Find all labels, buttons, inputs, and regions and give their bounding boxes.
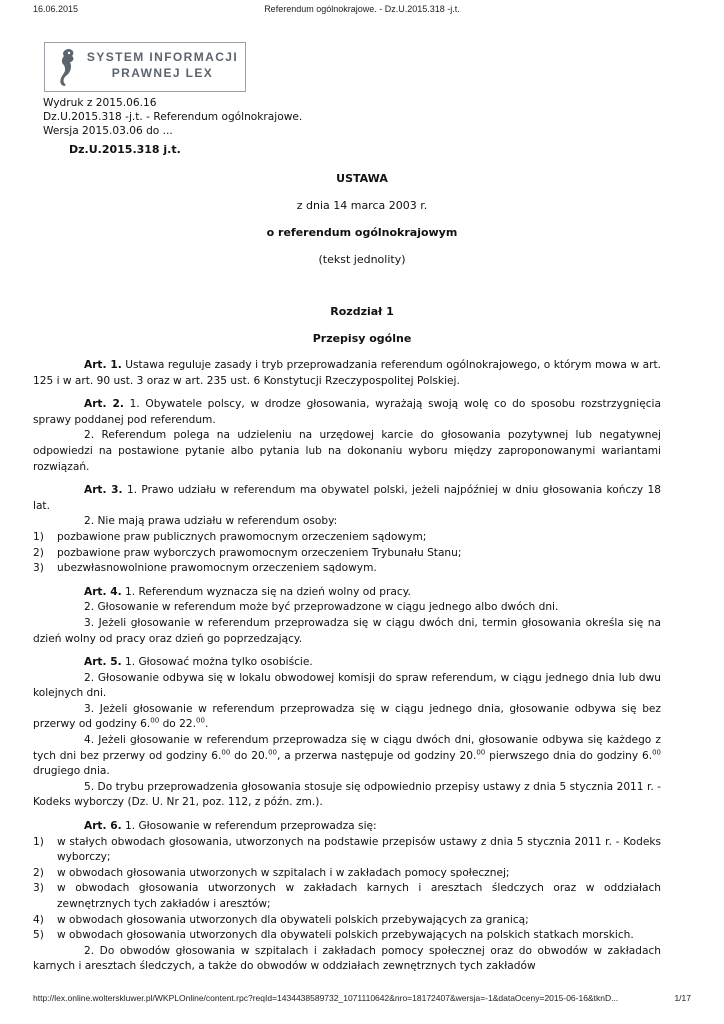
print-date: 16.06.2015: [33, 4, 79, 14]
list-item: 3) w obwodach głosowania utworzonych w zakładach karnych i aresztach śledczych oraz w oddziałach zewnętrznych tych zakładów i aresztów;: [33, 882, 661, 910]
list-item: 1) w stałych obwodach głosowania, utworzonych na podstawie przepisów ustawy z dnia 5 stycznia 2011 r. - Kodeks wyborczy;: [33, 835, 661, 864]
document-subject: o referendum ogólnokrajowym: [266, 226, 458, 239]
article-label: Art. 1.: [84, 359, 122, 371]
article-5-paragraph-5: 5. Do trybu przeprowadzenia głosowania stosuje się odpowiednio przepisy ustawy z dnia 5 stycznia 2011 r. - Kodeks wyborczy (Dz. U. Nr 21, poz. 112, z późn. zm.).: [33, 780, 661, 809]
article-2-paragraph-2: 2. Referendum polega na udzieleniu na urzędowej karcie do głosowania pozytywnej lub negatywnej odpowiedzi na postawione pytanie albo pytania lub na dokonaniu wyboru między zaproponowanymi wariantami rozwiązań.: [33, 429, 661, 473]
article-label: Art. 2.: [84, 398, 124, 411]
page-header: [0, 4, 724, 18]
article-4: [33, 585, 661, 601]
list-item: 4) w obwodach głosowania utworzonych dla obywateli polskich przebywających za granicą;: [33, 913, 529, 926]
seahorse-icon: [53, 46, 79, 88]
article-label: Art. 3.: [84, 484, 123, 497]
document-type: USTAWA: [336, 172, 388, 185]
article-label: Art. 4.: [84, 585, 122, 598]
logo-line-2: PRAWNEJ LEX: [111, 66, 214, 80]
article-5-paragraph-3: 3. Jeżeli głosowanie w referendum przeprowadza się w ciągu jednego dnia, głosowanie odbywa się bez przerwy od godziny 6.00 do 22.00.: [33, 702, 661, 731]
article-5-paragraph-4: 4. Jeżeli głosowanie w referendum przeprowadza się w ciągu dwóch dni, głosowanie odbywa się każdego z tych dni bez przerwy od godziny 6.00 do 20.00, a przerwa następuje od godziny 20.00 pierwszego dnia do godziny 6.00 drugiego dnia.: [33, 734, 662, 778]
article-6-paragraph-2: 2. Do obwodów głosowania w szpitalach i zakładach pomocy społecznej oraz do obwodów w zakładach karnych i aresztach śledczych, a także do obwodów w oddziałach zewnętrznych tych zakładów: [33, 944, 661, 973]
meta-line-2: Dz.U.2015.318 -j.t. - Referendum ogólnokrajowe.: [43, 111, 303, 123]
article-text: 1. Obywatele polscy, w drodze głosowania, wyrażają swoją wolę co do sposobu rozstrzygnięcia sprawy poddanej pod referendum.: [33, 398, 661, 426]
article-text: 1. Prawo udziału w referendum ma obywatel polski, jeżeli najpóźniej w dniu głosowania kończy 18 lat.: [33, 484, 661, 512]
article-text: Ustawa reguluje zasady i tryb przeprowadzania referendum ogólnokrajowego, o którym mowa w art. 125 i w art. 90 ust. 3 oraz w art. 235 ust. 6 Konstytucji Rzeczypospolitej Polskiej.: [33, 359, 661, 387]
article-label: Art. 6.: [84, 820, 122, 833]
lex-logo: [44, 42, 246, 92]
article-5-paragraph-2: 2. Głosowanie odbywa się w lokalu obwodowej komisji do spraw referendum, w ciągu jednego dnia lub dwu kolejnych dni.: [33, 671, 661, 700]
print-meta: [43, 96, 302, 138]
meta-line-3: Wersja 2015.03.06 do ...: [43, 125, 173, 137]
article-2: [33, 397, 661, 428]
article-4-paragraph-3: 3. Jeżeli głosowanie w referendum przeprowadza się w ciągu dwóch dni, termin głosowania określa się na dzień wolny od pracy oraz dzień go poprzedzający.: [33, 616, 661, 645]
chapter-number: Rozdział 1: [330, 305, 394, 318]
article-text: 1. Referendum wyznacza się na dzień wolny od pracy.: [124, 585, 411, 598]
chapter-title: Przepisy ogólne: [312, 332, 412, 345]
logo-line-1: SYSTEM INFORMACJI: [86, 50, 239, 64]
document-note: (tekst jednolity): [318, 253, 406, 266]
article-text: 1. Głosować można tylko osobiście.: [124, 656, 313, 669]
list-item: 2) w obwodach głosowania utworzonych w szpitalach i w zakładach pomocy społecznej;: [33, 866, 510, 879]
list-item: 5) w obwodach głosowania utworzonych dla obywateli polskich przebywających na polskich statkach morskich.: [33, 929, 634, 942]
article-1: [33, 358, 661, 389]
article-5: [33, 655, 661, 671]
document-body: [33, 358, 661, 975]
article-text: 1. Głosowanie w referendum przeprowadza się:: [124, 820, 377, 833]
article-3: [33, 483, 661, 514]
list-item: 2) pozbawione praw wyborczych prawomocnym orzeczeniem Trybunału Stanu;: [33, 546, 462, 559]
article-3-paragraph-2: 2. Nie mają prawa udziału w referendum osoby:: [84, 515, 338, 528]
document-id: Dz.U.2015.318 j.t.: [69, 143, 181, 156]
document-date: z dnia 14 marca 2003 r.: [296, 199, 428, 212]
header-title: Referendum ogólnokrajowe. - Dz.U.2015.318 -j.t.: [264, 4, 460, 14]
article-4-paragraph-2: 2. Głosowanie w referendum może być przeprowadzone w ciągu jednego albo dwóch dni.: [84, 601, 559, 614]
source-url[interactable]: http://lex.online.wolterskluwer.pl/WKPLOnline/content.rpc?reqId=1434438589732_1071110642&nro=18172407&wersja=-1&dataOceny=2015-06-16&tknD...: [33, 993, 619, 1003]
article-label: Art. 5.: [84, 656, 122, 669]
list-item: 3) ubezwłasnowolnione prawomocnym orzeczeniem sądowym.: [33, 562, 377, 575]
meta-line-1: Wydruk z 2015.06.16: [43, 97, 157, 109]
list-item: 1) pozbawione praw publicznych prawomocnym orzeczeniem sądowym;: [33, 530, 427, 543]
article-6: [33, 819, 661, 835]
page-number: 1/17: [674, 993, 691, 1003]
